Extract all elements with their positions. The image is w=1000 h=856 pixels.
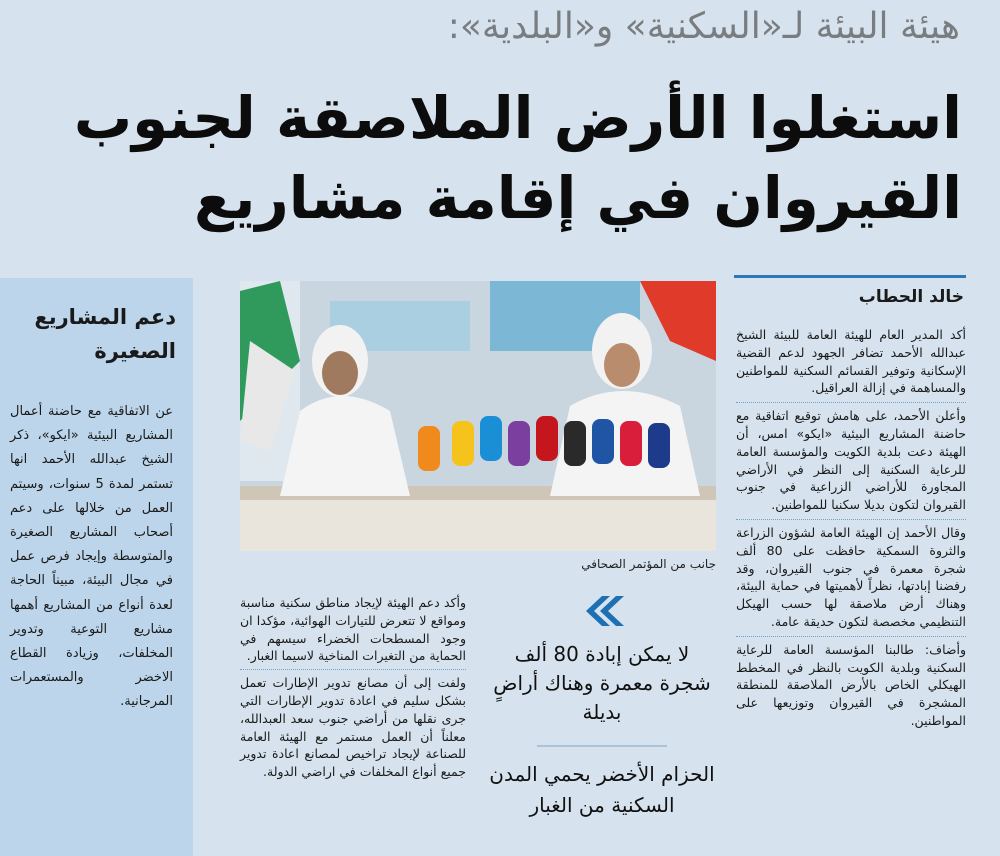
press-conference-photo bbox=[240, 281, 716, 551]
paragraph: وأكد دعم الهيئة لإيجاد مناطق سكنية مناسبة ومواقع لا تتعرض للتيارات الهوائية، مؤكدا ان وجود المسطحات الخضراء سيسهم في الحماية من التغيرات المناخية لاسيما الغبار. bbox=[240, 595, 466, 664]
article-body-right bbox=[736, 326, 966, 735]
paragraph: وأضاف: طالبنا المؤسسة العامة للرعاية السكنية وبلدية الكويت بالنظر في المخطط الهيكلي الخاص بالأرض الملاصقة للمنطقة المشجرة في القيروان وتوزيعها على المواطنين. bbox=[736, 641, 966, 728]
photo-illustration bbox=[240, 281, 716, 551]
divider bbox=[736, 636, 966, 637]
pull-quote-2: الحزام الأخضر يحمي المدن السكنية من الغبار bbox=[489, 762, 715, 817]
pull-quote-1: لا يمكن إبادة 80 ألف شجرة معمرة وهناك أراضٍ بديلة bbox=[493, 642, 711, 724]
divider bbox=[240, 669, 466, 670]
author-byline: خالد الحطاب bbox=[858, 287, 964, 307]
paragraph: أكد المدير العام للهيئة العامة للبيئة الشيخ عبدالله الأحمد تضافر الجهود لدعم القضية الإسكانية وتوفير القسائم السكنية للمواطنين والمساهمة في إزالة العراقيل. bbox=[736, 327, 966, 396]
divider bbox=[736, 519, 966, 520]
paragraph: وقال الأحمد إن الهيئة العامة لشؤون الزراعة والثروة السمكية حافظت على 80 ألف شجرة معمرة في جنوب القيروان، وقد رفضنا إبادتها، نظراً لأهميتها في حماية البيئة، وهناك أرض ملاصقة لها حسب الهيكل التنظيمي مخصصة لتكون حديقة عامة. bbox=[736, 524, 966, 629]
headline-line-2: القيروان في إقامة مشاريع bbox=[193, 164, 962, 232]
article-headline bbox=[30, 78, 962, 238]
sidebar-body: عن الاتفاقية مع حاضنة أعمال المشاريع البيئية «ايكو»، ذكر الشيخ عبدالله الأحمد انها تستمر لمدة 5 سنوات، وسيتم العمل من خلالها على دعم أصحاب المشاريع الصغيرة والمتوسطة وإيجاد فرص عمل في مجال البيئة، مبيناً الحاجة لعدة أنواع من المشاريع أهمها مشاريع التوعية وتدوير المخلفات، وزيادة القطاع الاخضر والمستعمرات المرجانية. bbox=[10, 404, 173, 710]
divider bbox=[736, 402, 966, 403]
sidebar-title: دعم المشاريع الصغيرة bbox=[34, 305, 176, 363]
paragraph: ولفت إلى أن مصانع تدوير الإطارات تعمل بشكل سليم في اعادة تدوير الإطارات التي جرى نقلها من أراضي جنوب سعد العبدالله، معلناً أن العمل مستمر مع الهيئة العامة للصناعة لإيجاد تراخيص لمصانع اعادة تدوير جميع أنواع المخلفات في اراضي الدولة. bbox=[240, 675, 466, 780]
photo-caption: جانب من المؤتمر الصحافي bbox=[581, 557, 716, 571]
pull-quote-box bbox=[486, 594, 718, 821]
article-kicker: هيئة البيئة لـ«السكنية» و«البلدية»: bbox=[447, 6, 960, 47]
double-chevron-left-icon bbox=[486, 594, 718, 628]
headline-line-1: استغلوا الأرض الملاصقة لجنوب bbox=[73, 84, 962, 152]
author-rule bbox=[734, 275, 966, 278]
pull-quote-divider bbox=[537, 745, 667, 747]
article-body-middle bbox=[240, 594, 466, 785]
paragraph: وأعلن الأحمد، على هامش توقيع اتفاقية مع حاضنة المشاريع البيئية «ايكو» امس، أن الهيئة دعت بلدية الكويت والمؤسسة العامة للرعاية السكنية إلى النظر في الأراضي المجاورة للأراضي الزراعية في جنوب القيروان لتكون بديلا سكنيا للمواطنين. bbox=[736, 408, 966, 513]
